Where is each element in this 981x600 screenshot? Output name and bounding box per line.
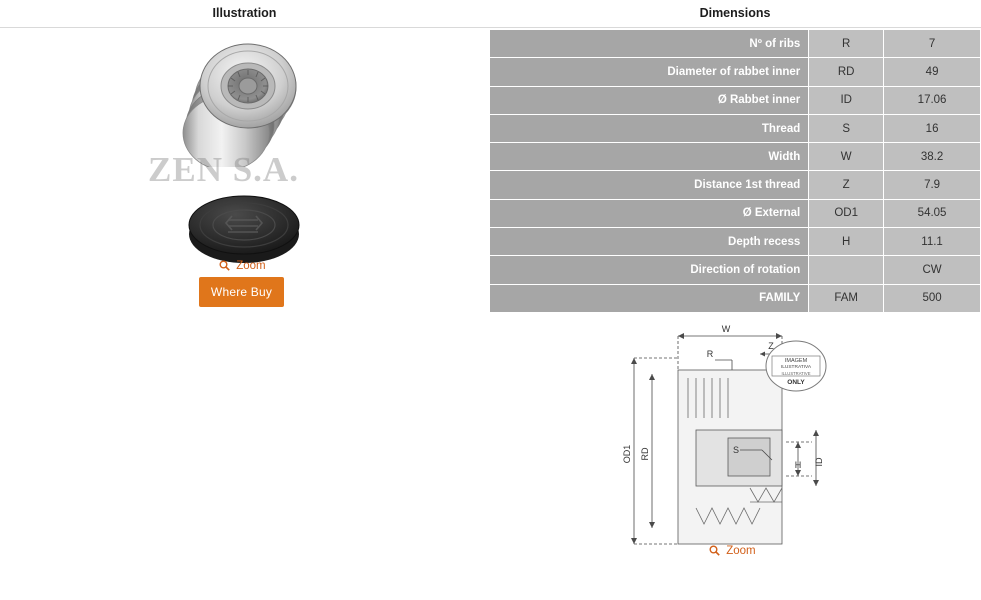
- table-row: [490, 199, 981, 227]
- dimension-symbol: Z: [809, 171, 884, 199]
- brand-watermark: ZEN S.A.: [148, 150, 299, 189]
- table-row: [490, 58, 981, 86]
- illustrative-image-stamp: [766, 341, 826, 391]
- pulley-product-image[interactable]: [170, 32, 320, 167]
- zoom-technical-drawing-link[interactable]: [709, 545, 756, 559]
- where-buy-button[interactable]: Where Buy: [199, 277, 284, 307]
- dimensions-column-header: Dimensions: [699, 6, 771, 20]
- callout-h: H: [794, 460, 802, 470]
- magnifier-icon: [219, 260, 230, 274]
- dimension-symbol: ID: [809, 86, 884, 114]
- callout-od1: OD1: [622, 444, 632, 464]
- callout-r: R: [706, 349, 714, 359]
- table-row: [490, 114, 981, 142]
- dimension-label: Direction of rotation: [490, 256, 809, 284]
- dimension-symbol: RD: [809, 58, 884, 86]
- dimension-label: Depth recess: [490, 228, 809, 256]
- magnifier-icon: [709, 545, 720, 559]
- table-row: [490, 30, 981, 58]
- dimension-label: FAMILY: [490, 284, 809, 312]
- dimension-symbol: H: [809, 228, 884, 256]
- dimension-label: Ø Rabbet inner: [490, 86, 809, 114]
- callout-w: W: [721, 324, 731, 334]
- callout-s: S: [732, 445, 740, 455]
- table-row: [490, 256, 981, 284]
- technical-drawing[interactable]: [600, 318, 890, 548]
- dimension-symbol: FAM: [809, 284, 884, 312]
- header-divider-right: [489, 27, 981, 28]
- dimension-symbol: [809, 256, 884, 284]
- dimension-value: 17.06: [884, 86, 981, 114]
- illustration-column-header: Illustration: [212, 6, 277, 20]
- dimension-value: 54.05: [884, 199, 981, 227]
- dimension-value: 500: [884, 284, 981, 312]
- callout-z: Z: [768, 341, 774, 351]
- table-row: [490, 228, 981, 256]
- zoom-illustration-label: Zoom: [236, 260, 266, 272]
- dimension-value: 7: [884, 30, 981, 58]
- dimension-label: Diameter of rabbet inner: [490, 58, 809, 86]
- dimension-label: Thread: [490, 114, 809, 142]
- dimension-symbol: R: [809, 30, 884, 58]
- dimension-value: 49: [884, 58, 981, 86]
- dimension-symbol: S: [809, 114, 884, 142]
- illustration-panel: [0, 28, 489, 318]
- dimensions-table: [489, 29, 981, 313]
- dimension-label: Distance 1st thread: [490, 171, 809, 199]
- table-row: [490, 171, 981, 199]
- svg-text:IMAGEM: IMAGEM: [784, 358, 808, 364]
- table-row: [490, 86, 981, 114]
- svg-text:ONLY: ONLY: [787, 379, 805, 386]
- dimension-value: 7.9: [884, 171, 981, 199]
- pulley-cap-image[interactable]: [180, 180, 310, 272]
- callout-id: ID: [814, 457, 824, 467]
- dimension-value: 38.2: [884, 143, 981, 171]
- callout-rd: RD: [640, 447, 650, 461]
- dimension-label: Ø External: [490, 199, 809, 227]
- zoom-illustration-link[interactable]: [219, 260, 266, 274]
- zoom-technical-drawing-label: Zoom: [726, 545, 756, 557]
- svg-text:ILLUSTRATIVE: ILLUSTRATIVE: [781, 371, 811, 376]
- dimension-value: CW: [884, 256, 981, 284]
- dimension-symbol: W: [809, 143, 884, 171]
- svg-text:ILUSTRATIVA: ILUSTRATIVA: [780, 365, 812, 370]
- dimensions-table-body: [490, 30, 981, 313]
- dimension-label: Nº of ribs: [490, 30, 809, 58]
- dimension-symbol: OD1: [809, 199, 884, 227]
- dimension-value: 11.1: [884, 228, 981, 256]
- dimension-value: 16: [884, 114, 981, 142]
- table-row: [490, 284, 981, 312]
- dimension-label: Width: [490, 143, 809, 171]
- table-row: [490, 143, 981, 171]
